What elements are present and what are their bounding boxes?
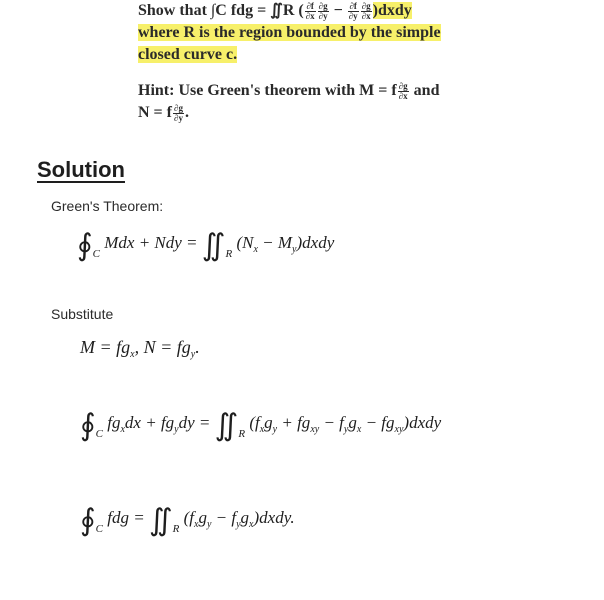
problem-line-1	[138, 0, 498, 22]
substitute-label: Substitute	[51, 306, 114, 322]
minus-sign: −	[329, 2, 347, 19]
fraction: $\frac{\partial g}{\partial y}$	[318, 0, 328, 21]
problem-statement	[138, 0, 498, 124]
problem-show-that: Show that	[138, 2, 211, 19]
hint-label: Hint:	[138, 82, 175, 99]
fraction: $\frac{\partial g}{\partial x}$	[361, 0, 371, 21]
substitution-equation: $M = fg_x$, $N = fg_y$.	[80, 337, 200, 360]
contour-integral-symbol: ∮	[77, 229, 93, 262]
final-equation: $∮_C$ fdg = $∬_R$ ($f_xg_y$ − $f_yg_x)dxdy$.	[80, 504, 295, 537]
solution-heading: Solution	[37, 157, 125, 182]
fraction: $\frac{\partial f}{\partial y}$	[348, 0, 358, 21]
double-integral-symbol: ∬	[148, 504, 173, 537]
fraction: $\frac{\partial g}{\partial y}$	[174, 102, 183, 123]
fraction: $\frac{\partial g}{\partial x}$	[398, 80, 408, 101]
greens-theorem-label: Green's Theorem:	[51, 198, 164, 214]
contour-integral-symbol: ∮	[80, 409, 96, 442]
problem-integrals: ∫C fdg = ∬R (	[210, 2, 304, 19]
contour-integral-symbol: ∮	[80, 504, 96, 537]
hint-line-1: Hint: Use Green's theorem with M = f $\frac{\partial g}{\partial x}$ and	[138, 80, 440, 101]
problem-line-3: closed curve c.	[138, 46, 238, 63]
hint-line-2: N = f $\frac{\partial g}{\partial y}$ .	[138, 102, 189, 123]
greens-theorem-equation: $∮_C$ Mdx + Ndy = $∬_R$ ($N_x$ − $M_y)dxdy$	[77, 229, 335, 262]
fraction: $\frac{\partial f}{\partial x}$	[305, 0, 315, 21]
problem-dxdy: )dxdy	[372, 2, 412, 19]
expanded-equation: $∮_C$ $fg_xdx + fg_ydy$ = $∬_R$ ($f_xg_y + fg_{xy} - f_yg_x$ − $fg_{xy})dxdy$	[80, 409, 442, 442]
double-integral-symbol: ∬	[201, 229, 226, 262]
problem-line-2: where R is the region bounded by the simple	[138, 24, 441, 41]
double-integral-symbol: ∬	[214, 409, 239, 442]
hint-text: Use Green's theorem with M = f	[174, 82, 397, 99]
